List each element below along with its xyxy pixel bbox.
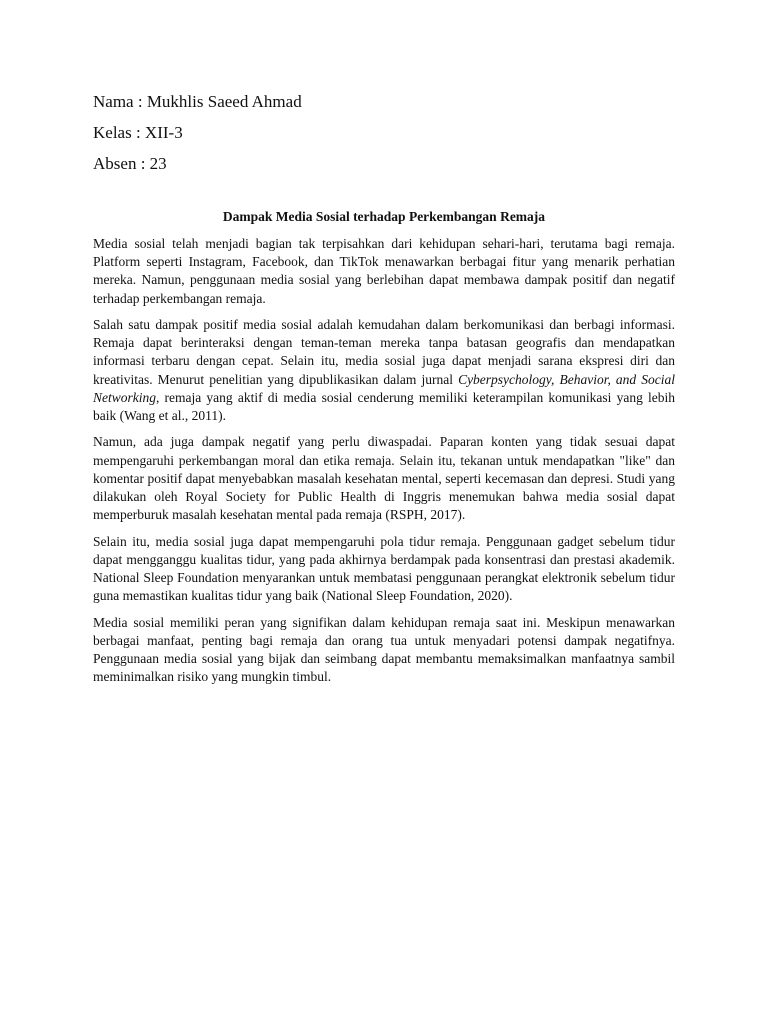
paragraph-sleep-impact: Selain itu, media sosial juga dapat mempengaruhi pola tidur remaja. Penggunaan gadget sebelum tidur dapat mengganggu kualitas tidur, yang pada akhirnya berdampak pada konsentrasi dan prestasi akademik. National Sleep Foundation menyarankan untuk membatasi penggunaan perangkat elektronik sebelum tidur guna memastikan kualitas tidur yang baik (National Sleep Foundation, 2020).	[93, 533, 675, 604]
essay	[93, 207, 675, 695]
journal-title: Cyberpsychology, Behavior, and Social Networking	[93, 371, 675, 405]
paragraph-conclusion: Media sosial memiliki peran yang signifikan dalam kehidupan remaja saat ini. Meskipun menawarkan berbagai manfaat, penting bagi remaja dan orang tua untuk menyadari potensi dampak negatifnya. Penggunaan media sosial yang bijak dan seimbang dapat membantu memaksimalkan manfaatnya sambil meminimalkan risiko yang mungkin timbul.	[93, 614, 675, 685]
paragraph-negative-impact: Namun, ada juga dampak negatif yang perlu diwaspadai. Paparan konten yang tidak sesuai dapat mempengaruhi perkembangan moral dan etika remaja. Selain itu, tekanan untuk mendapatkan "like" dan komentar positif dapat menyebabkan masalah kesehatan mental, seperti kecemasan dan depresi. Studi yang dilakukan oleh Royal Society for Public Health di Inggris menemukan bahwa media sosial dapat memperburuk masalah kesehatan mental pada remaja (RSPH, 2017).	[93, 434, 675, 523]
paragraph-text: Salah satu dampak positif media sosial adalah kemudahan dalam berkomunikasi dan berbagi informasi. Remaja dapat berinteraksi dengan teman-teman mereka tanpa batasan geografis dan mendapatkan informasi terbaru dengan cepat. Selain itu, media sosial juga dapat menjadi sarana ekspresi diri dan kreativitas. Menurut penelitian yang dipublikasikan dalam jurnal	[93, 317, 675, 387]
student-name: Nama : Mukhlis Saeed Ahmad	[93, 92, 302, 111]
student-attendance-number: Absen : 23	[93, 154, 167, 173]
student-class: Kelas : XII-3	[93, 123, 183, 142]
essay-title: Dampak Media Sosial terhadap Perkembangan Remaja	[222, 209, 546, 224]
paragraph-positive-impact	[93, 316, 675, 425]
paragraph-text: , remaja yang aktif di media sosial cenderung memiliki keterampilan komunikasi yang lebih baik (Wang et al., 2011).	[93, 389, 675, 424]
student-info	[93, 86, 675, 179]
paragraph-intro: Media sosial telah menjadi bagian tak terpisahkan dari kehidupan sehari-hari, terutama bagi remaja. Platform seperti Instagram, Facebook, dan TikTok menawarkan berbagai fitur yang menarik perhatian mereka. Namun, penggunaan media sosial yang berlebihan dapat membawa dampak positif dan negatif terhadap perkembangan remaja.	[93, 236, 675, 306]
